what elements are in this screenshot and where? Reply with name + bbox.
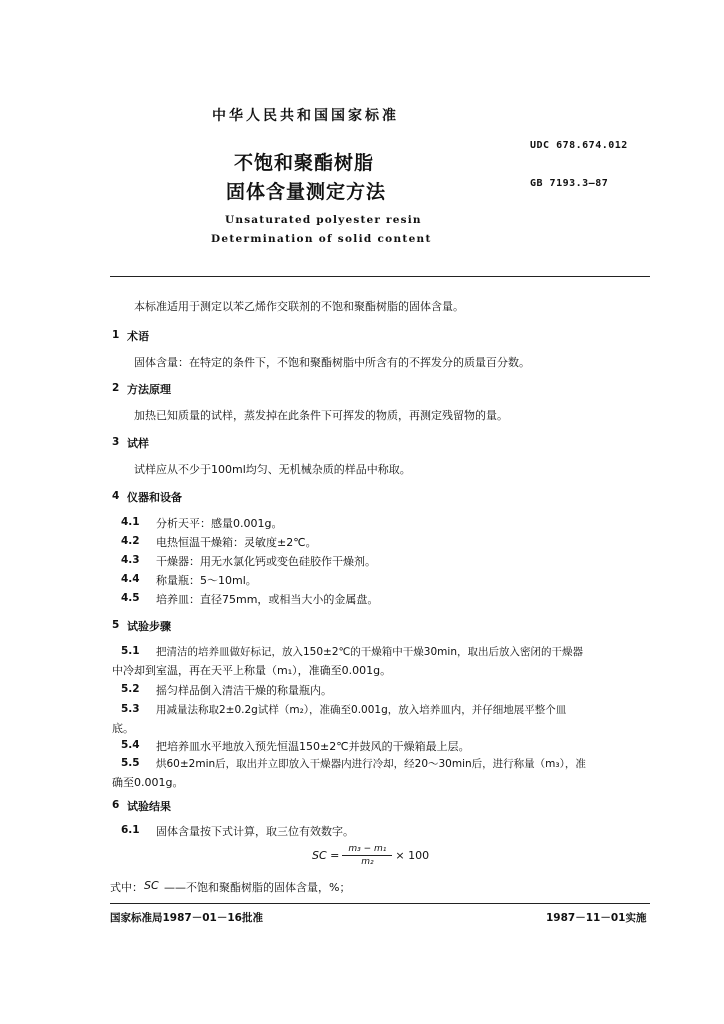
gb-standard-number: GB 7193.3—87 [530,178,609,189]
item-5-3-number: 5.3 [121,703,140,715]
item-4-2-number: 4.2 [121,535,140,547]
section-3-text: 试样应从不少于100ml均匀、无机械杂质的样品中称取。 [134,463,411,476]
item-4-4-text: 称量瓶：5～10ml。 [156,574,257,587]
item-5-4-number: 5.4 [121,739,140,751]
formula-lhs: SC = [312,849,340,862]
section-2-title: 方法原理 [127,383,171,396]
item-4-1-number: 4.1 [121,516,140,528]
item-5-4-line1: 把培养皿水平地放入预先恒温150±2℃并鼓风的干燥箱最上层。 [156,740,470,753]
section-2-number: 2 [112,382,120,394]
item-5-1-line1: 把清洁的培养皿做好标记，放入150±2℃的干燥箱中干燥30min，取出后放入密闭的干燥器 [156,646,583,658]
section-1-title: 术语 [127,330,149,343]
formula-rhs: × 100 [395,849,430,862]
footer-divider [110,903,650,904]
item-4-3-number: 4.3 [121,554,140,566]
where-symbol: SC [144,879,159,892]
section-1-text: 固体含量：在特定的条件下，不饱和聚酯树脂中所含有的不挥发分的质量百分数。 [134,356,530,369]
item-4-1-text: 分析天平：感量0.001g。 [156,517,283,530]
implementation-date: 1987－11－01实施 [546,912,647,924]
section-3-title: 试样 [127,437,149,450]
document-title-cn-line1: 不饱和聚酯树脂 [234,152,375,174]
header-divider [110,276,650,277]
formula-fraction [342,844,392,867]
item-5-5-number: 5.5 [121,757,140,769]
section-1-number: 1 [112,329,120,341]
section-4-number: 4 [112,490,120,502]
document-title-cn-line2: 固体含量测定方法 [226,181,387,203]
item-6-1-number: 6.1 [121,824,140,836]
item-5-2-number: 5.2 [121,683,140,695]
item-6-1-text: 固体含量按下式计算，取三位有效数字。 [156,825,354,838]
item-5-2-line1: 摇匀样品倒入清洁干燥的称量瓶内。 [156,684,332,697]
scope-paragraph: 本标准适用于测定以苯乙烯作交联剂的不饱和聚酯树脂的固体含量。 [134,300,464,313]
where-prefix: 式中： [110,881,143,894]
section-5-title: 试验步骤 [127,620,171,633]
item-5-3-line1: 用减量法称取2±0.2g试样（m₂），准确至0.001g，放入培养皿内，并仔细地展平整个皿 [156,704,567,716]
formula-numerator: m₃ − m₁ [342,844,392,856]
item-5-3-line2: 底。 [112,722,134,735]
section-6-number: 6 [112,799,120,811]
section-5-number: 5 [112,619,120,631]
item-5-1-line2: 中冷却到室温，再在天平上称量（m₁），准确至0.001g。 [112,664,392,677]
section-2-text: 加热已知质量的试样，蒸发掉在此条件下可挥发的物质，再测定残留物的量。 [134,409,508,422]
section-6-title: 试验结果 [127,800,171,813]
approval-date: 国家标准局1987－01－16批准 [110,912,263,924]
item-4-5-number: 4.5 [121,592,140,604]
item-5-1-number: 5.1 [121,645,140,657]
item-4-3-text: 干燥器：用无水氯化钙或变色硅胶作干燥剂。 [156,555,376,568]
standard-category-title: 中华人民共和国国家标准 [212,108,399,124]
udc-code: UDC 678.674.012 [530,140,628,151]
solid-content-formula [312,844,429,867]
item-4-2-text: 电热恒温干燥箱：灵敏度±2℃。 [156,536,317,549]
document-title-en-line2: Determination of solid content [211,233,432,245]
document-title-en-line1: Unsaturated polyester resin [225,214,422,226]
formula-denominator: m₂ [361,857,374,867]
item-4-4-number: 4.4 [121,573,140,585]
item-5-5-line2: 确至0.001g。 [112,776,184,789]
item-4-5-text: 培养皿：直径75mm，或相当大小的金属盘。 [156,593,379,606]
section-4-title: 仪器和设备 [127,491,182,504]
where-definition: ——不饱和聚酯树脂的固体含量，%； [164,881,351,894]
section-3-number: 3 [112,436,120,448]
item-5-5-line1: 烘60±2min后，取出并立即放入干燥器内进行冷却，经20～30min后，进行称量（m₃），准 [156,758,586,770]
